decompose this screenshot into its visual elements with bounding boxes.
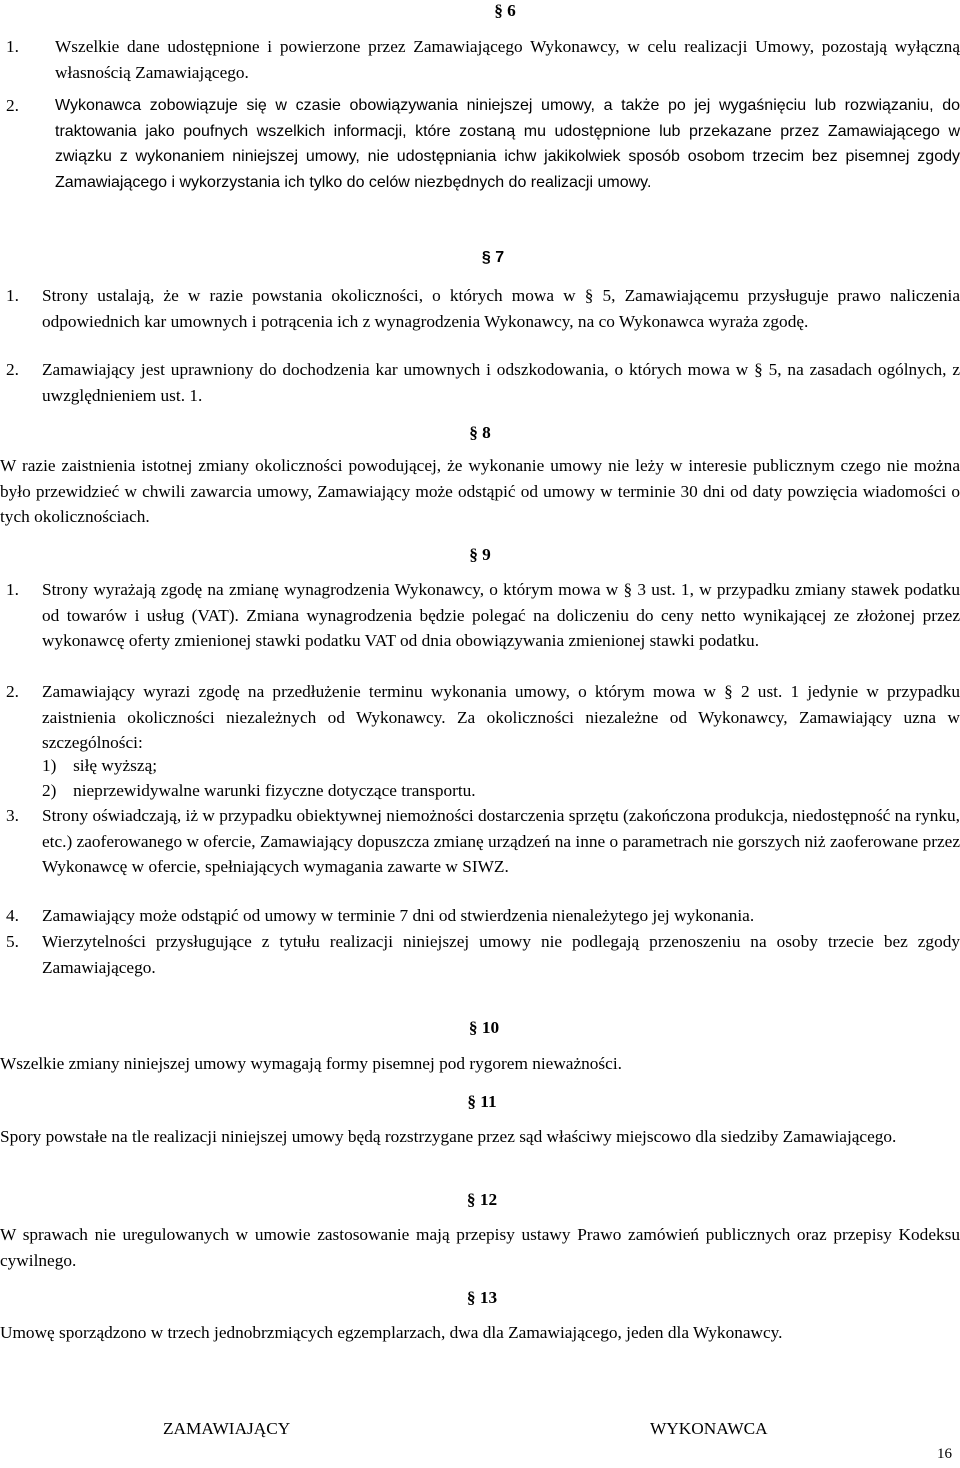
s9-subitem-1-text: siłę wyższą;	[73, 756, 158, 775]
section-10-heading: § 10	[468, 1018, 500, 1037]
s11-paragraph: Spory powstałe na tle realizacji niniejszej umowy będą rozstrzygane przez sąd właściwy miejscowo dla siedziby Zamawiającego.	[0, 1127, 897, 1146]
section-13-heading: § 13	[466, 1288, 498, 1307]
section-11-heading: § 11	[467, 1092, 497, 1111]
s9-item-5-text: Wierzytelności przysługujące z tytułu realizacji niniejszej umowy nie podlegają przenoszeniu na osoby trzecie bez zgody Zamawiającego.	[42, 932, 960, 977]
s9-item-2-number: 2.	[6, 682, 19, 701]
s9-subitem-2	[42, 778, 942, 804]
s12-paragraph: W sprawach nie uregulowanych w umowie zastosowanie mają przepisy ustawy Prawo zamówień publicznych oraz przepisy Kodeksu cywilnego.	[0, 1225, 960, 1270]
s6-item-1-number: 1.	[6, 37, 19, 56]
s7-item-1	[6, 283, 960, 361]
s9-subitem-2-number: 2)	[42, 781, 57, 800]
s9-item-5	[6, 929, 960, 981]
s6-item-2	[6, 93, 960, 223]
section-8-heading: § 8	[469, 423, 491, 442]
page-number: 16	[937, 1446, 952, 1462]
s9-item-3-text: Strony oświadczają, iż w przypadku obiektywnej niemożności dostarczenia sprzętu (zakończona produkcja, niedostępność na rynku, etc.) zaoferowanego w ofercie, Zamawiający dopuszcza zmianę urządzeń na inne o parametrach nie gorszych niż zaoferowane przez Wykonawcę w ofercie, spełniających wymagania zawarte w SIWZ.	[42, 806, 960, 876]
s6-item-2-number: 2.	[6, 96, 19, 115]
s9-item-4-number: 4.	[6, 906, 19, 925]
signature-wykonawca: WYKONAWCA	[650, 1419, 768, 1438]
section-6-heading: § 6	[494, 1, 516, 20]
signature-zamawiajacy: ZAMAWIAJĄCY	[163, 1419, 291, 1438]
s9-item-1-number: 1.	[6, 580, 19, 599]
s7-item-1-text: Strony ustalają, że w razie powstania okoliczności, o których mowa w § 5, Zamawiającemu przysługuje prawo naliczenia odpowiednich kar umownych i potrącenia ich z wynagrodzenia Wykonawcy, na co Wykonawca wyraża zgodę.	[42, 286, 960, 331]
s9-item-1	[6, 577, 960, 681]
s7-item-2	[6, 357, 960, 409]
s6-item-1	[6, 34, 960, 86]
s9-subitem-2-text: nieprzewidywalne warunki fizyczne dotyczące transportu.	[73, 781, 476, 800]
section-9-heading: § 9	[469, 545, 491, 564]
s13-paragraph: Umowę sporządzono w trzech jednobrzmiących egzemplarzach, dwa dla Zamawiającego, jeden dla Wykonawcy.	[0, 1323, 783, 1342]
s10-paragraph: Wszelkie zmiany niniejszej umowy wymagają formy pisemnej pod rygorem nieważności.	[0, 1054, 622, 1073]
s7-item-2-number: 2.	[6, 360, 19, 379]
s9-item-4-text: Zamawiający może odstąpić od umowy w terminie 7 dni od stwierdzenia nienależytego jej wykonania.	[42, 906, 755, 925]
s9-item-2-text: Zamawiający wyrazi zgodę na przedłużenie terminu wykonania umowy, o którym mowa w § 2 ust. 1 jedynie w przypadku zaistnienia okoliczności niezależnych od Wykonawcy. Za okoliczności niezależne od Wykonawcy, Zamawiający uzna w szczególności:	[42, 682, 960, 752]
s9-item-2	[6, 679, 960, 757]
s9-item-4	[6, 903, 960, 929]
s9-subitem-1	[42, 753, 942, 779]
s9-item-1-text: Strony wyrażają zgodę na zmianę wynagrodzenia Wykonawcy, o którym mowa w § 3 ust. 1, w przypadku zmiany stawek podatku od towarów i usług (VAT). Zmiana wynagrodzenia będzie polegać na doliczeniu do ceny netto wynikającej ze złożonej przez wykonawcę oferty zmienionej stawki podatku VAT od dnia obowiązywania zmienionej stawki podatku.	[42, 580, 960, 650]
section-7-heading: § 7	[481, 249, 505, 266]
s7-item-2-text: Zamawiający jest uprawniony do dochodzenia kar umownych i odszkodowania, o których mowa w § 5, na zasadach ogólnych, z uwzględnieniem ust. 1.	[42, 360, 960, 405]
s6-item-2-text: Wykonawca zobowiązuje się w czasie obowiązywania niniejszej umowy, a także po jej wygaśnięciu lub rozwiązaniu, do traktowania jako poufnych wszelkich informacji, które zostaną mu udostępnione lub przekazane przez Zamawiającego w związku z wykonaniem niniejszej umowy, nie udostępniania ichw jakikolwiek sposób osobom trzecim bez pisemnej zgody Zamawiającego i wykorzystania ich tylko do celów niezbędnych do realizacji umowy.	[55, 97, 960, 191]
section-12-heading: § 12	[466, 1190, 498, 1209]
s6-item-1-text: Wszelkie dane udostępnione i powierzone przez Zamawiającego Wykonawcy, w celu realizacji Umowy, pozostają wyłączną własnością Zamawiającego.	[55, 37, 960, 82]
s7-item-1-number: 1.	[6, 286, 19, 305]
s9-subitem-1-number: 1)	[42, 756, 57, 775]
s9-item-3	[6, 803, 960, 907]
s8-paragraph: W razie zaistnienia istotnej zmiany okoliczności powodującej, że wykonanie umowy nie leży w interesie publicznym czego nie można było przewidzieć w chwili zawarcia umowy, Zamawiający może odstąpić od umowy w terminie 30 dni od daty powzięcia wiadomości o tych okolicznościach.	[0, 456, 960, 526]
s9-item-3-number: 3.	[6, 806, 19, 825]
s9-item-5-number: 5.	[6, 932, 19, 951]
